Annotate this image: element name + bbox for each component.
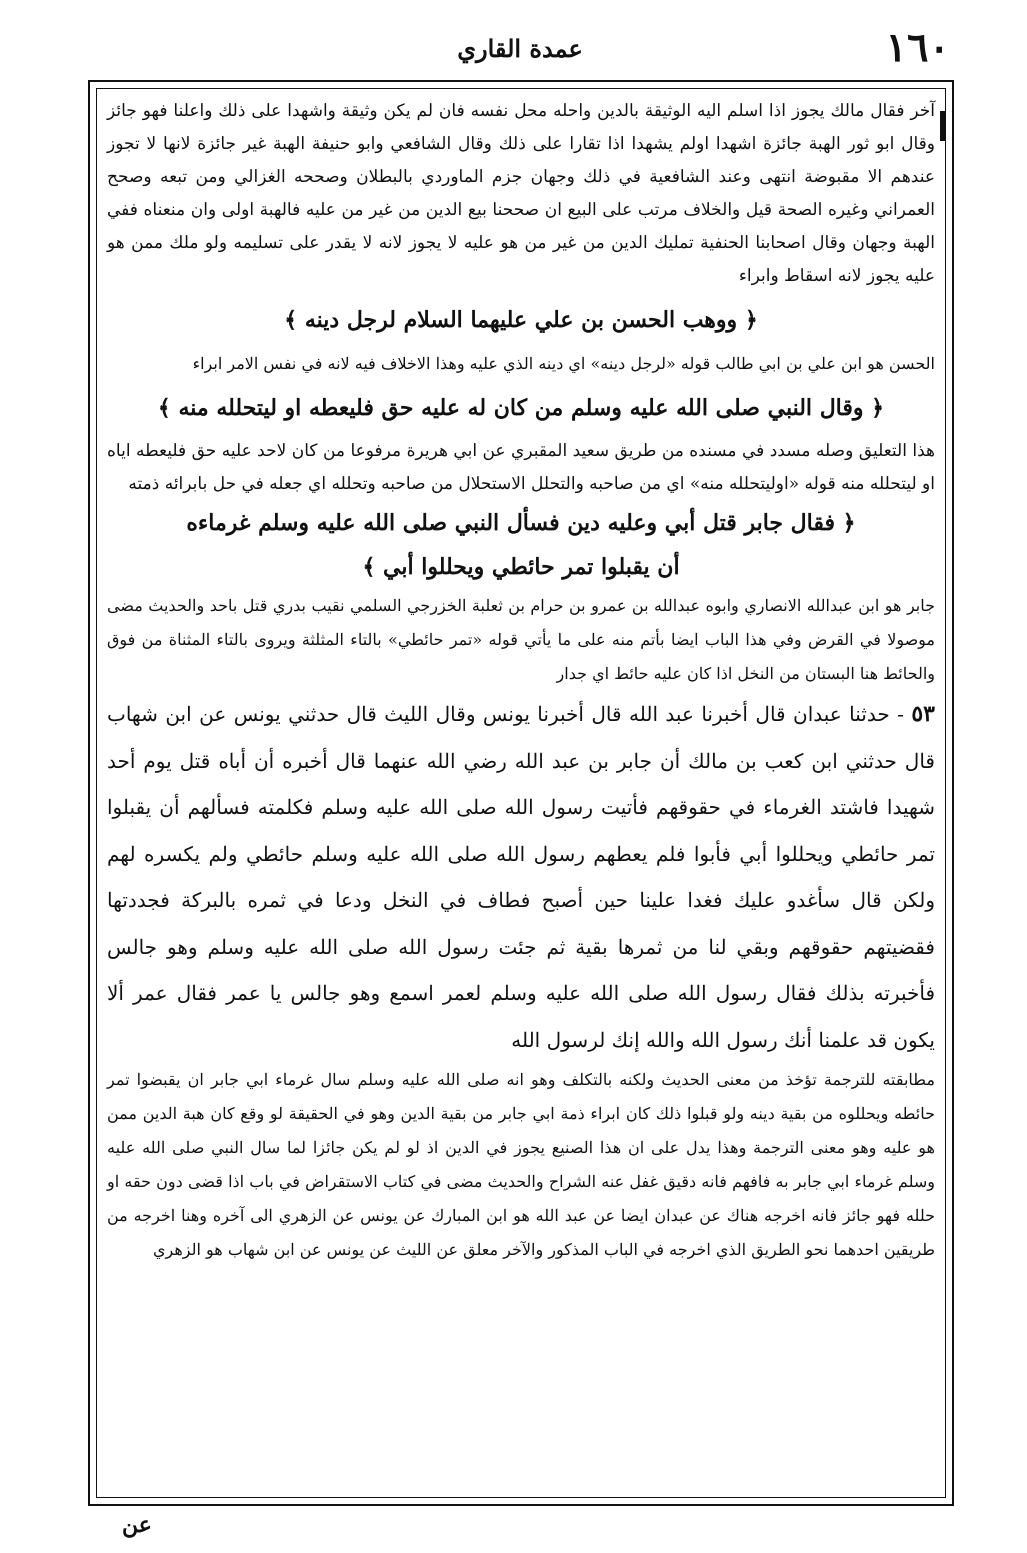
main-text bbox=[97, 95, 945, 1267]
chapter-heading: ﴿ وقال النبي صلى الله عليه وسلم من كان له عليه حق فليعطه او ليتحلله منه ﴾ bbox=[157, 395, 885, 421]
page-border-inner bbox=[96, 88, 946, 1498]
page-header bbox=[90, 18, 950, 78]
page-number: ١٦٠ bbox=[885, 24, 950, 71]
chapter-heading: أن يقبلوا تمر حائطي ويحللوا أبي ﴾ bbox=[362, 554, 680, 580]
hadith-text: ٥٣ - حدثنا عبدان قال أخبرنا عبد الله قال أخبرنا يونس وقال الليث قال حدثني يونس عن ابن شهاب قال حدثني ابن كعب بن مالك أن جابر بن عبد الله رضي الله عنهما قال أخبره أن أباه قتل يوم أحد شهيدا فاشتد الغرماء في حقوقهم فأتيت رسول الله صلى الله عليه وسلم فكلمته فسألهم أن يقبلوا تمر حائطي ويحللوا أبي فأبوا فلم يعطهم رسول الله صلى الله عليه وسلم حائطي ولم يكسره لهم ولكن قال سأغدو عليك فغدا علينا حين أصبح فطاف في النخل ودعا في ثمره بالبركة فجددتها فقضيتهم حقوقهم وبقي لنا من ثمرها بقية ثم جئت رسول الله صلى الله عليه وسلم وهو جالس فأخبرته بذلك فقال رسول الله صلى الله عليه وسلم لعمر اسمع وهو جالس يا عمر فقال عمر ألا يكون قد علمنا أنك رسول الله والله إنك لرسول الله bbox=[107, 701, 935, 1052]
catchword: عن bbox=[122, 1512, 152, 1538]
commentary-paragraph: هذا التعليق وصله مسدد في مسنده من طريق سعيد المقبري عن ابي هريرة مرفوعا من كان لاحد عليه حق فليعطه اياه او ليتحلله منه قوله «اوليتحلله منه» اي من صاحبه والتحلل الاستحلال من صاحبه وتحلله اي جعله في حل بابرائه ذمته bbox=[107, 441, 935, 494]
chapter-heading: ﴿ ووهب الحسن بن علي عليهما السلام لرجل دينه ﴾ bbox=[284, 307, 758, 333]
chapter-heading: ﴿ فقال جابر قتل أبي وعليه دين فسأل النبي صلى الله عليه وسلم غرماءه bbox=[186, 510, 856, 536]
page-title: عمدة القاري bbox=[457, 34, 583, 63]
commentary-paragraph: آخر فقال مالك يجوز اذا اسلم اليه الوثيقة بالدين واحله محل نفسه فان لم يكن وثيقة واشهدا على ذلك واعلنا فهو جائز وقال ابو ثور الهبة جائزة اشهدا اولم يشهدا اذا تقارا على ذلك وقال الشافعي وابو حنيفة الهبة غير جائزة لانها لا تجوز عندهم الا مقبوضة انتهى وعند الشافعية في ذلك وجهان جزم الماوردي بالبطلان وصححه الغزالي ومن تبعه وصحح العمراني وغيره الصحة قيل والخلاف مرتب على البيع ان صححنا بيع الدين من غير من عليه فالهبة اولى وان منعناه ففي الهبة وجهان وقال اصحابنا الحنفية تمليك الدين من غير من هو عليه لا يجوز لانه لا يقدر على تسليمه ولو ملك ممن هو عليه يجوز لانه اسقاط وابراء bbox=[107, 101, 935, 286]
hadith-body: حدثنا عبدان قال أخبرنا عبد الله قال أخبرنا يونس وقال الليث قال حدثني يونس عن ابن شهاب قال حدثني ابن كعب بن مالك أن جابر بن عبد الله رضي الله عنهما قال أخبره أن أباه قتل يوم أحد شهيدا فاشتد الغرماء في حقوقهم فأتيت رسول الله صلى الله عليه وسلم فكلمته فسألهم أن يقبلوا تمر حائطي ويحللوا أبي فأبوا فلم يعطهم رسول الله صلى الله عليه وسلم حائطي ولم يكسره لهم ولكن قال سأغدو عليك فغدا علينا حين أصبح فطاف في النخل ودعا في ثمره بالبركة فجددتها فقضيتهم حقوقهم وبقي لنا من ثمرها بقية ثم جئت رسول الله صلى الله عليه وسلم وهو جالس فأخبرته بذلك فقال رسول الله صلى الله عليه وسلم لعمر اسمع وهو جالس يا عمر فقال عمر ألا يكون قد علمنا أنك رسول الله والله إنك لرسول الله bbox=[107, 702, 935, 1052]
commentary-paragraph: الحسن هو ابن علي بن ابي طالب قوله «لرجل دينه» اي دينه الذي عليه وهذا الاخلاف فيه لانه في نفس الامر ابراء bbox=[192, 354, 935, 373]
commentary-paragraph: مطابقته للترجمة تؤخذ من معنى الحديث ولكنه بالتكلف وهو انه صلى الله عليه وسلم سال غرماء ابي جابر ان يقبضوا تمر حائطه ويحللوه من بقية دينه ولو قبلوا ذلك كان ابراء ذمة ابي جابر من بقية الدين وهو في الحقيقة لو وقع كان هبة الدين ممن هو عليه وهو معنى الترجمة وهذا يدل على ان هذا الصنيع يجوز في الدين اذ لو لم يكن جائزا لما سال النبي صلى الله عليه وسلم غرماء ابي جابر به فافهم فانه دقيق غفل عنه الشراح والحديث مضى في كتاب الاستقراض في باب اذا قضى دون حقه او حلله فهو جائز فانه اخرجه هناك عن عبدان ايضا عن عبد الله هو ابن المبارك عن يونس عن الزهري الى آخره وهنا اخرجه من طريقين احدهما نحو الطريق الذي اخرجه في الباب المذكور والآخر معلق عن الليث عن يونس عن ابن شهاب هو الزهري bbox=[107, 1070, 936, 1259]
commentary-paragraph: جابر هو ابن عبدالله الانصاري وابوه عبدالله بن عمرو بن حرام بن ثعلبة الخزرجي السلمي نقيب بدري قتل باحد والحديث مضى موصولا في القرض وفي هذا الباب ايضا بأتم منه على ما يأتي قوله «تمر حائطي» بالتاء المثلثة ويروى بالتاء المثناة من فوق والحائط هنا البستان من النخل اذا كان عليه حائط اي جدار bbox=[107, 596, 936, 683]
hadith-number: ٥٣ bbox=[911, 701, 935, 727]
